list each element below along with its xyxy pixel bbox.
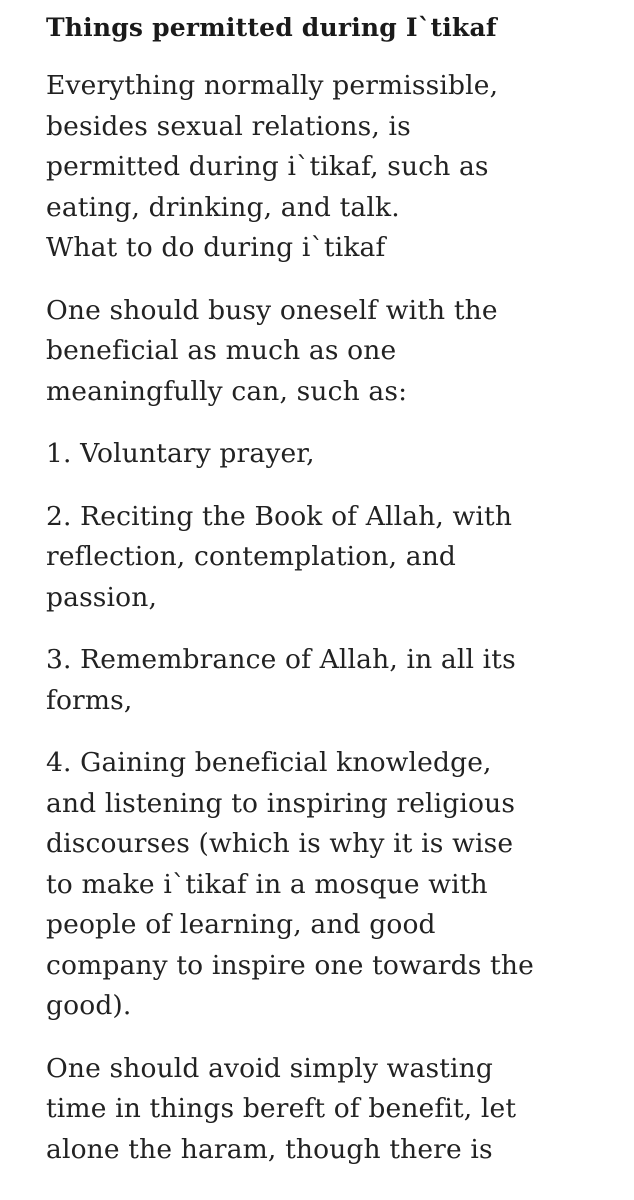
list-item-line: passion, xyxy=(46,581,158,613)
lead-paragraph xyxy=(46,291,606,413)
list-item-line: and listening to inspiring religious xyxy=(46,787,516,819)
list-item-line: good). xyxy=(46,990,132,1021)
list-item-line: 1. Voluntary prayer, xyxy=(46,438,315,469)
paragraph-line: beneficial as much as one xyxy=(46,335,397,366)
list-item-knowledge xyxy=(46,743,606,1027)
list-item-line: 4. Gaining beneficial knowledge, xyxy=(46,747,492,778)
list-item-line: company to inspire one towards the xyxy=(46,949,534,981)
list-item-line: 3. Remembrance of Allah, in all its xyxy=(46,644,516,675)
closing-paragraph xyxy=(46,1049,606,1171)
paragraph-line: One should busy oneself with the xyxy=(46,294,498,326)
section-heading: Things permitted during I`tikaf xyxy=(46,13,497,42)
paragraph-line: One should avoid simply wasting xyxy=(46,1052,493,1084)
list-item-remembrance xyxy=(46,640,606,721)
paragraph-line: permitted during i`tikaf, such as xyxy=(46,151,489,182)
paragraph-line: meaningfully can, such as: xyxy=(46,375,408,407)
list-item-line: 2. Reciting the Book of Allah, with xyxy=(46,500,513,532)
list-item-line: forms, xyxy=(46,684,133,716)
list-item-line: to make i`tikaf in a mosque with xyxy=(46,868,488,900)
list-item-reciting-book xyxy=(46,497,606,619)
intro-paragraph xyxy=(46,66,606,269)
article-body xyxy=(46,12,606,1192)
paragraph-line: Everything normally permissible, xyxy=(46,70,499,101)
paragraph-line: alone the haram, though there is xyxy=(46,1133,493,1165)
list-item-line: people of learning, and good xyxy=(46,909,436,940)
subheading-line: What to do during i`tikaf xyxy=(46,232,386,263)
paragraph-line: besides sexual relations, is xyxy=(46,110,411,142)
list-item-line: reflection, contemplation, and xyxy=(46,541,457,572)
paragraph-line: eating, drinking, and talk. xyxy=(46,191,400,223)
list-item-voluntary-prayer xyxy=(46,434,606,475)
list-item-line: discourses (which is why it is wise xyxy=(46,828,514,859)
paragraph-line: time in things bereft of benefit, let xyxy=(46,1093,517,1124)
